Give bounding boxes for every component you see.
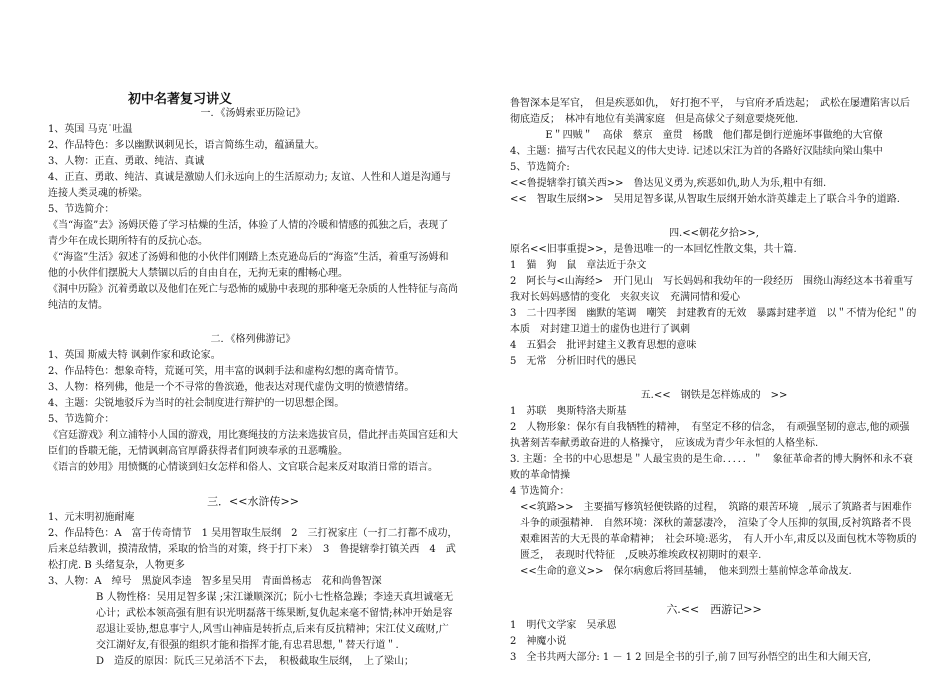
section-3-rebellion-reason: D 造反的原因：阮氏三兄弟活不下去， 积极截取生辰纲， 上了梁山； xyxy=(96,656,415,667)
section-4-line: 2 阿长与<山海经> 开门见山 写长妈妈和我幼年的一段经历 围绕山海经这本书着重写我对长妈妈感情的变化 夹叙夹议 充满同情和爱心 xyxy=(510,276,914,303)
section-6-line: 3 全书共两大部分: 1 － 1 2 回是全书的引子,前７回写孙悟空的出生和大闹天宫, xyxy=(510,652,872,663)
section-2-line: 3、人物：格列佛，他是一个不寻常的鲁滨逊，他表达对现代虚伪文明的愤懑情绪。 xyxy=(48,382,415,393)
section-5-body xyxy=(510,404,918,500)
section-4-body xyxy=(510,242,918,370)
section-4-line: 5 无常 分析旧时代的愚民 xyxy=(510,356,637,367)
document-title: 初中名著复习讲义 xyxy=(128,92,233,107)
section-title-3: 三．<<水浒传>> xyxy=(207,495,299,508)
section-4-line: 3 二十四孝图 幽默的笔调 嘲笑 封建教育的无效 暴露封建孝道 以＂不情为伦纪＂的本质 对封建卫道士的虚伪也进行了讽刺 xyxy=(510,308,917,335)
section-3-tail-line: << 智取生辰纲>> 吴用足智多谋,从智取生辰纲开始水浒英雄走上了联合斗争的道路. xyxy=(510,194,900,205)
section-5-line: 3. 主题：全书的中心思想是＂人最宝贵的是生命．．．．．＂ 象征革命者的博大胸怀和永不衰败的革命情操 xyxy=(510,454,913,481)
section-1-line: 2、作品特色：多以幽默讽刺见长，语言简练生动，蕴涵量大。 xyxy=(48,140,325,151)
section-6-line: 1 明代文学家 吴承恩 xyxy=(510,620,617,631)
section-3-character-traits: B 人物性格：吴用足智多谋 ;宋江谦顺深沉；阮小七性格急躁；李逵天真坦诚毫无心计；武松本领高强有胆有识光明磊落干练果断,复仇起来毫不留情;林冲开始是容忍退让妥协,想息事宁人,风雪山神庙是转折点,后来有反抗精神；宋江仗义疏财,广交江湖好友,有很强的组织才能和指挥才能,有忠君思想,＂替天行道＂. xyxy=(96,592,454,651)
section-3-tail-line: <<鲁提辖拳打镇关西>> 鲁达见义勇为,疾恶如仇,助人为乐,粗中有细. xyxy=(510,178,827,189)
section-3-body xyxy=(48,510,458,590)
section-3-tail-line: 4、主题：描写古代农民起义的伟大史诗. 记述以宋江为首的各路好汉陆续向梁山集中 xyxy=(510,146,883,157)
section-4-line: 1 猫 狗 鼠 章法近于杂文 xyxy=(510,260,647,271)
section-4-line: 4 五猖会 批评封建主义教育思想的意味 xyxy=(510,340,697,351)
left-column xyxy=(48,0,458,670)
section-2-line: 4、主题：尖锐地驳斥为当时的社会制度进行辩护的一切思想企图。 xyxy=(48,398,345,409)
section-5-line: 2 人物形象：保尔有自我牺牲的精神， 有坚定不移的信念， 有顽强坚韧的意志,他的顽强执著刻苦奉献勇敢奋进的人格操守， 应该成为青少年永恒的人格坐标. xyxy=(510,422,910,449)
section-3-line: 3、人物：A 绰号 黑旋风李逵 智多星吴用 青面兽杨志 花和尚鲁智深 xyxy=(48,576,382,587)
section-2-line: 《宫廷游戏》利立浦特小人国的游戏，用比赛绳技的方法来选拔官员，借此抨击英国宫廷和大臣们的昏聩无能，无情讽刺高官厚爵获得者们阿谀奉承的丑恶嘴脸。 xyxy=(48,430,458,457)
section-3-cont-line: 鲁智深本是军官， 但是疾恶如仇， 好打抱不平， 与官府矛盾迭起； 武松在屡遭陷害以后彻底造反； 林冲有地位有美满家庭 但是高俅父子刻意要烧死他. xyxy=(510,98,910,125)
section-3-line: 1、元末明初施耐庵 xyxy=(48,512,135,523)
section-title-4: 四.<<朝花夕拾>>, xyxy=(669,228,759,239)
section-title-2: 二．《格列佛游记》 xyxy=(210,334,296,345)
section-1-body xyxy=(48,122,458,314)
section-1-line: 4、正直、勇敢、纯洁、真诚是激励人们永远向上的生活原动力; 友谊、人性和人道是沟通与连接人类灵魂的桥梁。 xyxy=(48,172,451,199)
section-1-line: 1、英国 马克˙吐温 xyxy=(48,124,133,135)
section-3-four-villains: E＂四贼＂ 高俅 蔡京 童贯 杨戬 他们都是倒行逆施坏事做绝的大官僚 xyxy=(545,130,883,141)
right-column xyxy=(510,0,918,666)
section-2-line: 《语言的妙用》用愤慨的心情谈到妇女怎样和俗人、文官联合起来反对取消日常的语言。 xyxy=(48,462,438,473)
section-2-line: 2、作品特色：想象奇特，荒诞可笑，用丰富的讽刺手法和虚构幻想的离奇情节。 xyxy=(48,366,405,377)
section-3-tail xyxy=(510,144,918,208)
section-1-line: 《洞中历险》沉着勇敢以及他们在死亡与恐怖的威胁中表现的那种毫无杂质的人性特征与高尚纯洁的友情。 xyxy=(48,284,458,311)
section-2-body xyxy=(48,348,458,476)
section-6-line: 2 神魔小说 xyxy=(510,636,567,647)
section-5-line: 1 苏联 奥斯特洛夫斯基 xyxy=(510,406,627,417)
section-5-excerpt-life: <<生命的意义>> 保尔病愈后将回基辅， 他来到烈士墓前悼念革命战友. xyxy=(520,566,852,577)
section-4-line: 原名<<旧事重提>>，是鲁迅唯一的一本回忆性散文集，共十篇. xyxy=(510,244,797,255)
section-5-excerpt-road: <<筑路>> 主要描写修筑轻便铁路的过程， 筑路的艰苦环境 ,展示了筑路者与困难作斗争的顽强精神. 自然环境：深秋的萧瑟凄冷， 渲染了令人压抑的氛围,反衬筑路者不畏艰难困苦的大无畏的革命精神； 社会环境:恶劣， 有人开小车,肃反以及面包枕木等物质的匮乏， 表现时代特征 ,反映苏维埃政权初期时的艰辛. xyxy=(520,502,917,561)
section-3-continued xyxy=(510,96,918,128)
section-2-line: 1、英国 斯威夫特 讽刺作家和政论家。 xyxy=(48,350,221,361)
section-1-line: 3、人物：正直、勇敢、纯洁、真诚 xyxy=(48,156,205,167)
section-3-tail-line: 5、节选简介: xyxy=(510,162,570,173)
section-2-line: 5、节选简介： xyxy=(48,414,115,425)
section-title-5: 五.<< 钢铁是怎样炼成的 >> xyxy=(640,390,788,401)
section-title-1: 一．《汤姆索亚历险记》 xyxy=(200,108,306,119)
section-1-line: 《当“海盗”去》汤姆厌倦了学习枯燥的生活，体验了人情的冷暖和情感的孤独之后，表现了青少年在成长期所特有的反抗心态。 xyxy=(48,220,449,247)
section-5-line: 4 节选简介： xyxy=(510,486,570,497)
section-title-6: 六.<< 西游记>> xyxy=(666,603,762,616)
section-1-line: 《“海盗”生活》叙述了汤姆和他的小伙伴们刚踏上杰克逊岛后的“海盗”生活，着重写汤姆和他的小伙伴们摆脱大人禁锢以后的自由自在，无拘无束的酣畅心理。 xyxy=(48,252,449,279)
section-6-body xyxy=(510,618,918,666)
section-3-line: 2、作品特色：A 富于传奇情节 1 吴用智取生辰纲 2 三打祝家庄（一打二打都不成功，后来总结教训，摸清敌情，采取的恰当的对策，终于打下来） 3 鲁提辖拳打镇关西 4 武松打虎. B 头绪复杂，人物更多 xyxy=(48,528,458,571)
section-1-line: 5、节选简介： xyxy=(48,204,115,215)
